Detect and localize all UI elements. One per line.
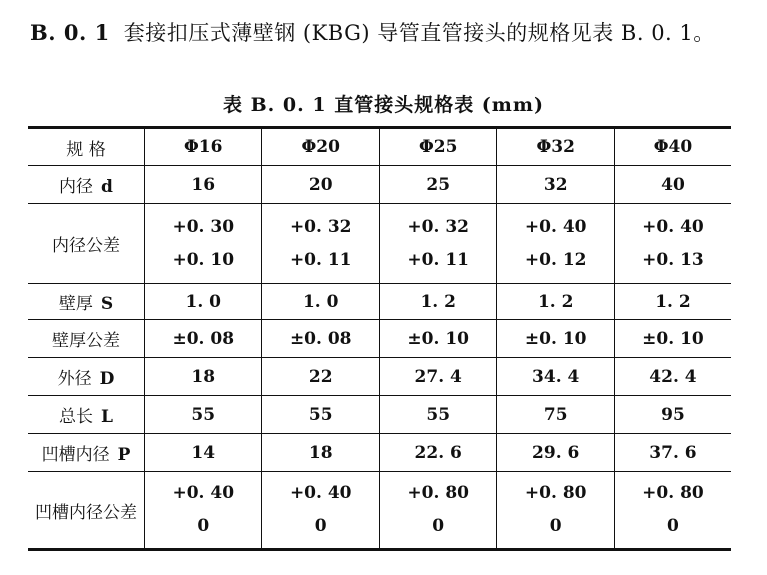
row-label: 壁厚 S: [28, 284, 145, 320]
intro-paragraph: [30, 14, 745, 52]
table-cell: 42. 4: [614, 358, 731, 396]
table-cell: [262, 472, 379, 550]
table-row: [28, 284, 731, 320]
table-cell: 37. 6: [614, 434, 731, 472]
tolerance-lower: +0. 11: [407, 249, 469, 270]
intro-text: 套接扣压式薄壁钢 (KBG) 导管直管接头的规格见表 B. 0. 1。: [123, 21, 715, 45]
row-label: 凹槽内径公差: [28, 472, 145, 550]
row-symbol: D: [99, 369, 115, 389]
table-cell: [379, 472, 496, 550]
table-cell: [262, 204, 379, 284]
table-cell: 55: [262, 396, 379, 434]
row-label: 凹槽内径 P: [28, 434, 145, 472]
table-cell: 1. 2: [497, 284, 614, 320]
table-cell: ±0. 10: [497, 320, 614, 358]
table-cell: ±0. 10: [379, 320, 496, 358]
table-cell: 40: [614, 166, 731, 204]
table-cell: 18: [262, 434, 379, 472]
table-cell: 22: [262, 358, 379, 396]
row-symbol: P: [117, 445, 131, 465]
tolerance-upper: +0. 32: [407, 216, 469, 237]
row-label: 内径 d: [28, 166, 145, 204]
table-cell: 27. 4: [379, 358, 496, 396]
table-cell: ±0. 10: [614, 320, 731, 358]
col-header: Φ25: [379, 128, 496, 166]
table-row: [28, 472, 731, 550]
table-row: [28, 434, 731, 472]
table-cell: [379, 204, 496, 284]
tolerance-lower: +0. 13: [642, 249, 704, 270]
tolerance-lower: 0: [197, 516, 210, 536]
header-label: 规 格: [28, 128, 145, 166]
tolerance-upper: +0. 40: [524, 216, 587, 237]
tolerance-upper: +0. 30: [172, 216, 235, 237]
table-cell: [614, 472, 731, 550]
row-label: 外径 D: [28, 358, 145, 396]
row-symbol: L: [101, 407, 113, 427]
row-symbol: S: [100, 294, 114, 314]
tolerance-upper: +0. 32: [289, 216, 352, 237]
tolerance-lower: +0. 11: [289, 249, 352, 270]
table-row: [28, 166, 731, 204]
tolerance-lower: 0: [667, 516, 679, 536]
table-cell: 22. 6: [379, 434, 496, 472]
col-header: Φ40: [614, 128, 731, 166]
table-cell: 1. 2: [614, 284, 731, 320]
table-cell: [497, 204, 614, 284]
row-label: 内径公差: [28, 204, 145, 284]
table-cell: 1. 0: [262, 284, 379, 320]
spec-table: [28, 126, 731, 551]
table-row: [28, 358, 731, 396]
tolerance-lower: +0. 12: [524, 249, 587, 270]
tolerance-upper: +0. 40: [289, 483, 352, 503]
tolerance-upper: +0. 80: [524, 483, 587, 503]
table-cell: 20: [262, 166, 379, 204]
table-cell: [145, 472, 262, 550]
row-label: 壁厚公差: [28, 320, 145, 358]
tolerance-upper: +0. 40: [642, 216, 704, 237]
table-cell: 1. 0: [145, 284, 262, 320]
tolerance-upper: +0. 80: [407, 483, 469, 503]
col-header: Φ16: [145, 128, 262, 166]
table-cell: 75: [497, 396, 614, 434]
table-cell: [614, 204, 731, 284]
header-row: [28, 128, 731, 166]
table-cell: 16: [145, 166, 262, 204]
table-cell: ±0. 08: [262, 320, 379, 358]
table-cell: 55: [145, 396, 262, 434]
table-caption: 表 B. 0. 1 直管接头规格表 (mm): [223, 94, 544, 116]
table-cell: 14: [145, 434, 262, 472]
table-cell: 32: [497, 166, 614, 204]
tolerance-upper: +0. 40: [172, 483, 235, 503]
col-header: Φ20: [262, 128, 379, 166]
tolerance-lower: 0: [432, 516, 445, 536]
tolerance-lower: 0: [549, 516, 562, 536]
table-cell: 18: [145, 358, 262, 396]
table-cell: [145, 204, 262, 284]
table-cell: 29. 6: [497, 434, 614, 472]
table-row: [28, 396, 731, 434]
col-header: Φ32: [497, 128, 614, 166]
clause-number: B. 0. 1: [30, 20, 110, 45]
tolerance-lower: 0: [314, 516, 327, 536]
table-cell: 55: [379, 396, 496, 434]
row-label: 总长 L: [28, 396, 145, 434]
table-row: [28, 204, 731, 284]
table-row: [28, 320, 731, 358]
table-cell: 25: [379, 166, 496, 204]
table-cell: [497, 472, 614, 550]
tolerance-lower: +0. 10: [172, 249, 235, 270]
tolerance-upper: +0. 80: [642, 483, 704, 503]
row-symbol: d: [101, 177, 113, 197]
table-cell: ±0. 08: [145, 320, 262, 358]
table-cell: 1. 2: [379, 284, 496, 320]
table-cell: 34. 4: [497, 358, 614, 396]
table-cell: 95: [614, 396, 731, 434]
